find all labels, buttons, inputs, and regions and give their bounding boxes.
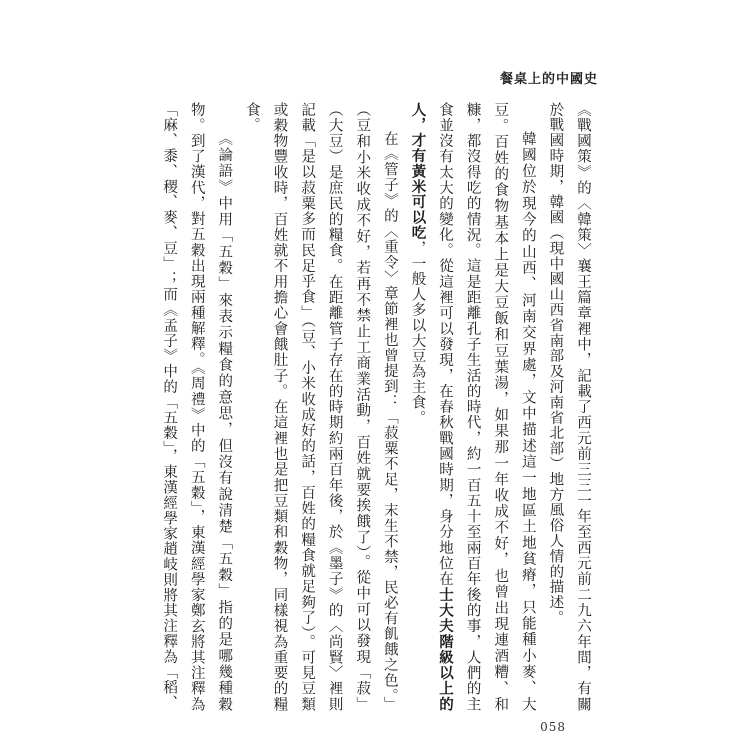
text-segment: 在《管子》的〈重令〉章節裡也曾提到：「菽粟不足，末生不禁，民必有飢餓之色。」（豆和小米收成不好，若再不禁止工商業活動，百姓就要挨餓了）。從中可以發現「菽」（大豆）是庶民的糧食。在距離管子存在的時期約兩百年後，於《墨子》的〈尚賢〉裡則記載「是以菽粟多而民足乎食」（豆、小米收成好的話，百姓的糧食就足夠了）。可見豆類或穀物豐收時，百姓就不用擔心會餓肚子。在這裡也是把豆類和穀物，同樣視為重要的糧食。: [243, 102, 398, 712]
paragraph-1: [541, 102, 596, 712]
page-number: 058: [540, 720, 566, 734]
paragraph-2: [403, 102, 541, 712]
text-segment: 《戰國策》的〈韓策〉襄王篇章裡中，記載了西元前三三一年至西元前二九六年間，有關於戰國時期，韓國（現中國山西省南部及河南省北部）地方風俗人情的描述。: [547, 102, 591, 712]
text-segment: 《論語》中用「五穀」來表示糧食的意思，但沒有說清楚「五穀」指的是哪幾種穀物。到了漢代，對五穀出現兩種解釋。《周禮》中的「五穀」，東漢經學家鄭玄將其注釋為「麻、黍、稷、麥、豆」；而《孟子》中的「五穀」，東漢經學家趙岐則將其注釋為「稻、: [161, 102, 233, 712]
body-text: [155, 102, 597, 712]
emphasized-text: 士大夫階級以上的人，才有黃米可以吃: [409, 102, 454, 712]
running-title: 餐桌上的中國史: [499, 72, 598, 87]
paragraph-3: [237, 102, 403, 712]
text-segment: 韓國位於現今的山西、河南交界處，文中描述這一地區土地貧瘠，只能種小麥、大豆。百姓的食物基本上是大豆飯和豆葉湯，如果那一年收成不好，也曾出現連酒糟、和糠，都沒得吃的情況。這是距離孔子生活的時代，約一百五十至兩百年後的事，人們的主食並沒有太大的變化。從這裡可以發現，在春秋戰國時期，身分地位在: [437, 102, 536, 712]
paragraph-4: [155, 102, 238, 712]
text-segment: ，一般人多以大豆為主食。: [409, 240, 426, 426]
